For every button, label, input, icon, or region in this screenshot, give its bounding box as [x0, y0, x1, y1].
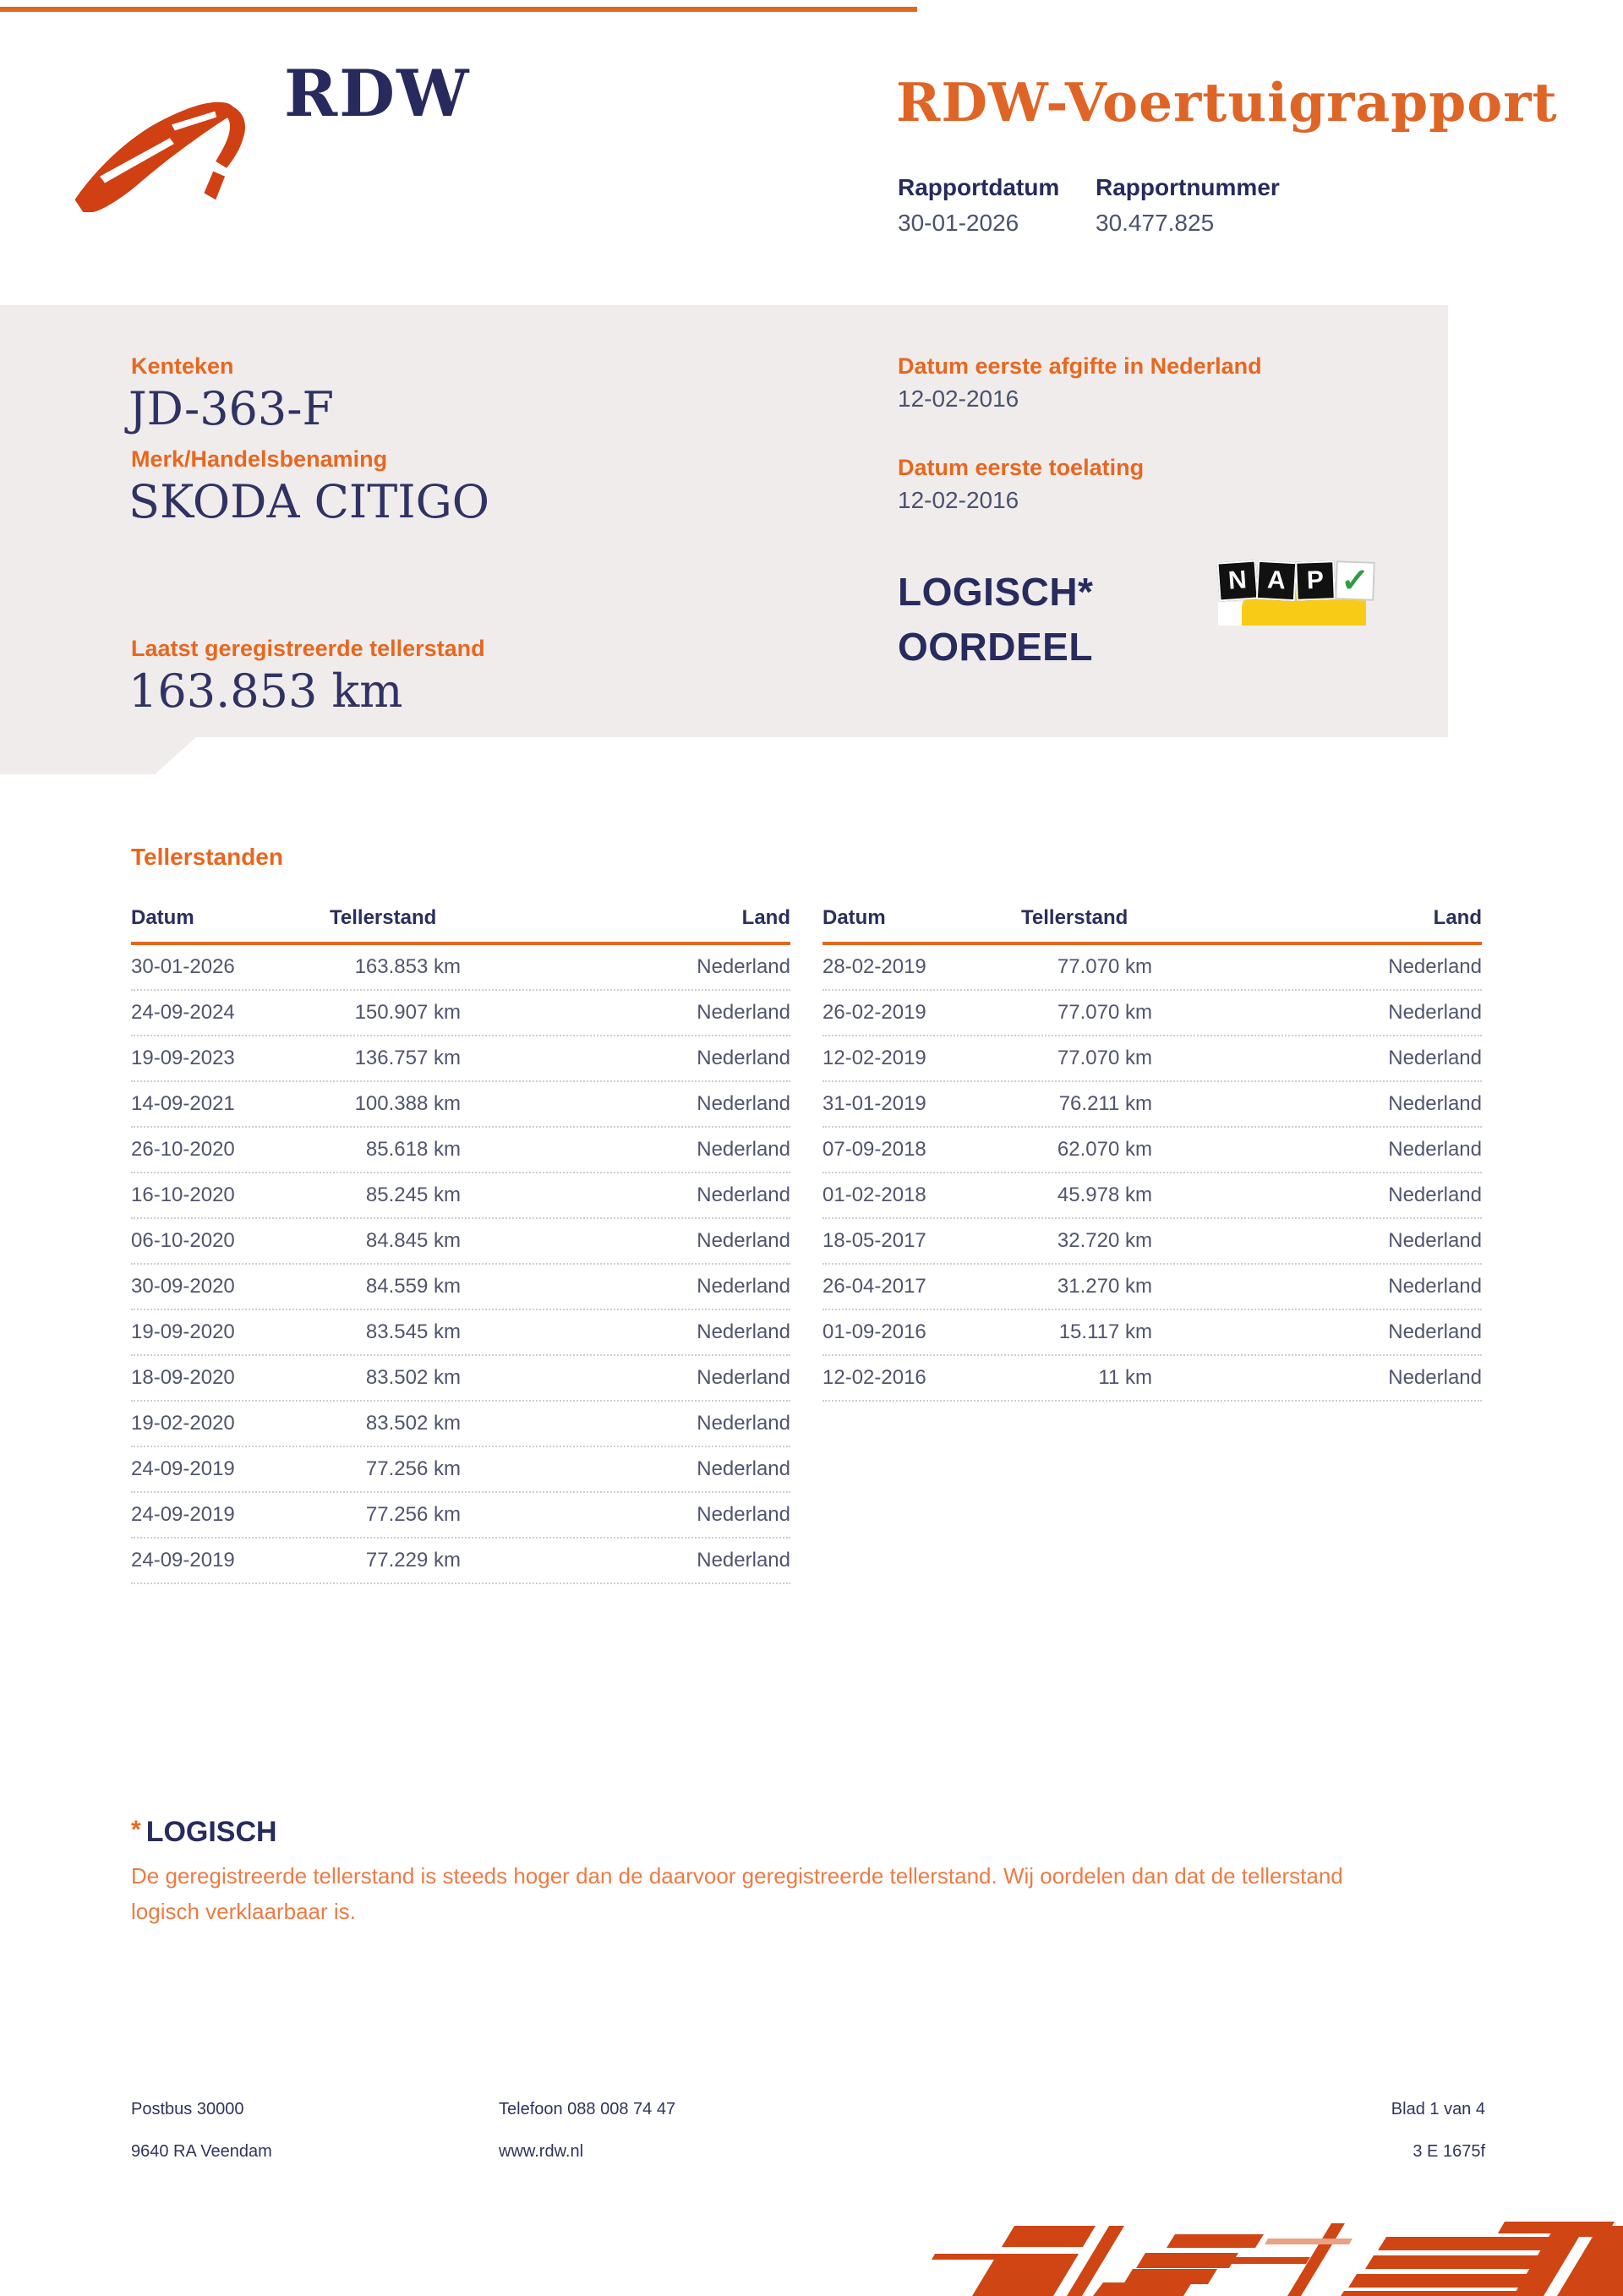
- table-row: [822, 991, 1482, 1036]
- col-header-tellerstand: Tellerstand: [330, 906, 437, 929]
- table-row: [131, 1356, 790, 1402]
- afgifte-value: 12-02-2016: [898, 385, 1019, 412]
- cell-tellerstand: 85.618 km: [365, 1138, 461, 1161]
- table-row: [822, 945, 1482, 991]
- nap-letter-p: P: [1295, 560, 1336, 601]
- cell-tellerstand: 83.502 km: [365, 1412, 461, 1435]
- cell-tellerstand: 77.229 km: [365, 1549, 461, 1572]
- cell-land: Nederland: [1388, 1229, 1482, 1252]
- footer-phone: Telefoon 088 008 74 47: [499, 2100, 676, 2118]
- cell-land: Nederland: [1388, 955, 1482, 978]
- cell-tellerstand: 32.720 km: [1057, 1229, 1152, 1252]
- cell-datum: 24-09-2024: [131, 1001, 235, 1024]
- cell-datum: 31-01-2019: [822, 1092, 926, 1115]
- cell-datum: 30-09-2020: [131, 1275, 235, 1298]
- table-row: [131, 1219, 790, 1265]
- laatste-tellerstand-value: 163.853 km: [128, 664, 403, 718]
- cell-land: Nederland: [697, 1138, 790, 1161]
- cell-tellerstand: 83.545 km: [365, 1320, 461, 1343]
- col-header-tellerstand: Tellerstand: [1021, 906, 1128, 929]
- cell-tellerstand: 77.070 km: [1057, 1047, 1152, 1069]
- table-row: [131, 945, 790, 991]
- table-row: [822, 1265, 1482, 1310]
- cell-datum: 30-01-2026: [131, 955, 235, 978]
- report-number-label: Rapportnummer: [1096, 174, 1280, 200]
- cell-land: Nederland: [697, 1001, 790, 1024]
- table-row: [131, 1402, 790, 1447]
- cell-land: Nederland: [697, 1184, 790, 1206]
- cell-tellerstand: 77.070 km: [1057, 955, 1152, 978]
- cell-tellerstand: 77.070 km: [1057, 1001, 1152, 1024]
- cell-tellerstand: 83.502 km: [365, 1366, 461, 1389]
- cell-land: Nederland: [697, 1457, 790, 1480]
- logisch-asterisk: *: [131, 1816, 141, 1844]
- cell-datum: 26-10-2020: [131, 1138, 235, 1161]
- table-body: [822, 945, 1482, 1402]
- footer-address-line2: 9640 RA Veendam: [131, 2142, 272, 2161]
- footer-form-code: 3 E 1675f: [1413, 2142, 1485, 2161]
- cell-datum: 24-09-2019: [131, 1457, 235, 1480]
- table-row: [822, 1310, 1482, 1356]
- report-number-value: 30.477.825: [1096, 210, 1215, 236]
- nap-logo-white-square: [1218, 602, 1242, 626]
- cell-datum: 14-09-2021: [131, 1092, 235, 1115]
- tellerstanden-table-right: [822, 894, 1482, 1402]
- cell-datum: 06-10-2020: [131, 1229, 235, 1252]
- cell-land: Nederland: [1388, 1275, 1482, 1298]
- toelating-value: 12-02-2016: [898, 487, 1019, 513]
- report-date-label: Rapportdatum: [898, 174, 1060, 200]
- oordeel-line1: LOGISCH*: [898, 570, 1094, 614]
- nap-letter-a: A: [1256, 560, 1297, 601]
- cell-land: Nederland: [697, 1503, 790, 1526]
- cell-tellerstand: 15.117 km: [1058, 1320, 1152, 1343]
- table-row: [131, 1539, 790, 1584]
- nap-check-icon: ✓: [1335, 560, 1375, 601]
- cell-land: Nederland: [697, 1320, 790, 1343]
- cell-tellerstand: 163.853 km: [354, 955, 461, 978]
- cell-datum: 07-09-2018: [822, 1138, 926, 1161]
- table-row: [131, 991, 790, 1036]
- merk-label: Merk/Handelsbenaming: [131, 446, 388, 472]
- cell-tellerstand: 84.559 km: [365, 1275, 461, 1298]
- cell-datum: 12-02-2016: [822, 1366, 926, 1389]
- cell-datum: 26-04-2017: [822, 1275, 926, 1298]
- table-row: [822, 1219, 1482, 1265]
- cell-datum: 12-02-2019: [822, 1047, 926, 1069]
- cell-datum: 19-09-2023: [131, 1047, 235, 1069]
- cell-datum: 28-02-2019: [822, 955, 926, 978]
- cell-land: Nederland: [697, 1092, 790, 1115]
- merk-value: SKODA CITIGO: [128, 475, 490, 528]
- logisch-heading-text: LOGISCH: [145, 1816, 277, 1848]
- cell-tellerstand: 77.256 km: [365, 1457, 461, 1480]
- kenteken-value: JD-363-F: [128, 382, 334, 435]
- cell-tellerstand: 77.256 km: [365, 1503, 461, 1526]
- table-row: [131, 1082, 790, 1128]
- col-header-datum: Datum: [822, 906, 886, 929]
- table-header-row: [131, 894, 790, 945]
- afgifte-label: Datum eerste afgifte in Nederland: [898, 353, 1262, 379]
- table-header-row: [822, 894, 1482, 945]
- cell-land: Nederland: [1388, 1047, 1482, 1069]
- cell-tellerstand: 150.907 km: [354, 1001, 461, 1024]
- col-header-land: Land: [1433, 906, 1482, 929]
- cell-datum: 24-09-2019: [131, 1503, 235, 1526]
- table-row: [131, 1128, 790, 1173]
- cell-land: Nederland: [697, 1549, 790, 1572]
- logisch-heading: [131, 1816, 277, 1849]
- footer-website: www.rdw.nl: [499, 2142, 584, 2161]
- page-title: RDW-Voertuigrapport: [896, 71, 1558, 134]
- table-row: [131, 1036, 790, 1082]
- tellerstanden-table-left: [131, 894, 790, 1584]
- rdw-logo-text: RDW: [284, 56, 471, 131]
- kenteken-label: Kenteken: [131, 353, 234, 379]
- tellerstanden-title: Tellerstanden: [131, 844, 283, 870]
- cell-datum: 01-09-2016: [822, 1320, 926, 1343]
- cell-tellerstand: 11 km: [1098, 1366, 1152, 1389]
- cell-tellerstand: 85.245 km: [365, 1184, 461, 1206]
- cell-land: Nederland: [1388, 1320, 1482, 1343]
- footer-page-label: Blad 1 van 4: [1391, 2100, 1485, 2118]
- laatste-tellerstand-label: Laatst geregistreerde tellerstand: [131, 636, 485, 661]
- table-row: [131, 1265, 790, 1310]
- table-row: [822, 1082, 1482, 1128]
- cell-land: Nederland: [1388, 1184, 1482, 1206]
- cell-datum: 26-02-2019: [822, 1001, 926, 1024]
- table-row: [131, 1447, 790, 1493]
- cell-tellerstand: 45.978 km: [1057, 1184, 1152, 1206]
- footer-address-line1: Postbus 30000: [131, 2100, 244, 2118]
- cell-land: Nederland: [697, 1047, 790, 1069]
- speed-lines-graphic: [930, 2188, 1623, 2296]
- cell-land: Nederland: [1388, 1092, 1482, 1115]
- cell-land: Nederland: [1388, 1138, 1482, 1161]
- cell-land: Nederland: [697, 1412, 790, 1435]
- oordeel-line2: OORDEEL: [898, 625, 1093, 670]
- top-orange-rule: [0, 7, 917, 12]
- cell-land: Nederland: [1388, 1366, 1482, 1389]
- cell-datum: 24-09-2019: [131, 1549, 235, 1572]
- table-row: [822, 1036, 1482, 1082]
- cell-tellerstand: 100.388 km: [354, 1092, 461, 1115]
- table-row: [131, 1173, 790, 1219]
- cell-datum: 01-02-2018: [822, 1184, 926, 1206]
- rdw-wing-logo-icon: [71, 90, 264, 213]
- cell-datum: 16-10-2020: [131, 1184, 235, 1206]
- table-row: [131, 1493, 790, 1539]
- cell-tellerstand: 62.070 km: [1057, 1138, 1152, 1161]
- cell-datum: 18-05-2017: [822, 1229, 926, 1252]
- col-header-land: Land: [741, 906, 790, 929]
- cell-land: Nederland: [697, 1275, 790, 1298]
- cell-tellerstand: 31.270 km: [1057, 1275, 1152, 1298]
- table-row: [822, 1356, 1482, 1402]
- cell-tellerstand: 136.757 km: [354, 1047, 461, 1069]
- cell-datum: 19-09-2020: [131, 1320, 235, 1343]
- toelating-label: Datum eerste toelating: [898, 455, 1145, 480]
- report-date-value: 30-01-2026: [898, 210, 1019, 236]
- cell-tellerstand: 84.845 km: [365, 1229, 461, 1252]
- cell-land: Nederland: [697, 1366, 790, 1389]
- cell-land: Nederland: [697, 955, 790, 978]
- vehicle-summary-panel-tab: [0, 737, 196, 774]
- col-header-datum: Datum: [131, 906, 194, 929]
- logisch-body-text: De geregistreerde tellerstand is steeds hoger dan de daarvoor geregistreerde tellerstand. Wij oordelen dan dat de tellerstand logisch verklaarbaar is.: [131, 1863, 1343, 1924]
- cell-land: Nederland: [1388, 1001, 1482, 1024]
- cell-datum: 19-02-2020: [131, 1412, 235, 1435]
- cell-tellerstand: 76.211 km: [1058, 1092, 1152, 1115]
- cell-land: Nederland: [697, 1229, 790, 1252]
- nap-letter-n: N: [1216, 560, 1258, 601]
- oordeel-text: [898, 565, 1093, 675]
- table-row: [822, 1128, 1482, 1173]
- table-body: [131, 945, 790, 1584]
- cell-datum: 18-09-2020: [131, 1366, 235, 1389]
- table-row: [131, 1310, 790, 1356]
- table-row: [822, 1173, 1482, 1219]
